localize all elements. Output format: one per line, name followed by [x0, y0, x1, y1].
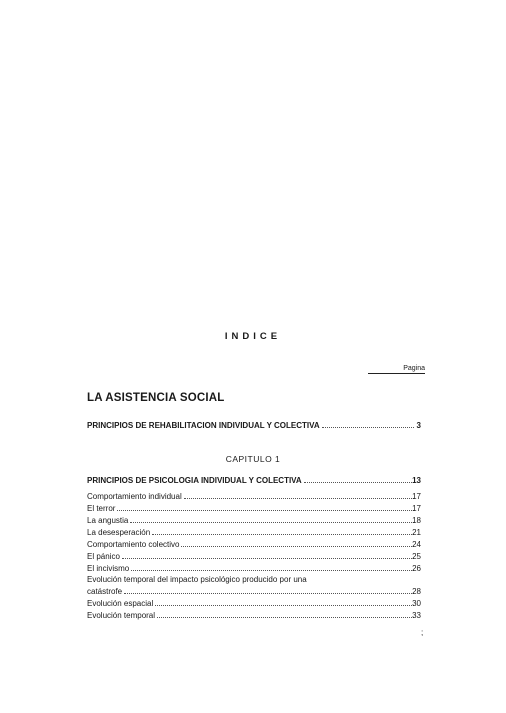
dot-leader [304, 482, 414, 483]
toc-entry-principles-rehabilitation [87, 421, 421, 430]
toc-entry-label: La angustia [87, 516, 129, 525]
toc-entry [87, 552, 421, 561]
toc-entry-label: El terror [87, 504, 116, 513]
toc-entry-page: 30 [412, 599, 421, 608]
toc-entry-page: 17 [412, 504, 421, 513]
index-title: INDICE [224, 331, 282, 342]
toc-entry-page: 18 [412, 516, 421, 525]
dot-leader [152, 534, 414, 535]
toc-entry [87, 516, 421, 525]
toc-entry-label: PRINCIPIOS DE PSICOLOGIA INDIVIDUAL Y COLECTIVA [87, 476, 302, 485]
chapter-heading: CAPITULO 1 [225, 454, 281, 464]
page-column-header: Pagina [368, 365, 425, 374]
toc-entry-page: 24 [412, 540, 421, 549]
toc-entry-label: Evolución temporal [87, 611, 156, 620]
toc-entry-principles-psychology [87, 476, 421, 485]
dot-leader [157, 617, 414, 618]
toc-entry-page: 25 [412, 552, 421, 561]
toc-entry [87, 611, 421, 620]
toc-entry-label: La desesperación [87, 528, 151, 537]
dot-leader [181, 546, 414, 547]
toc-entry [87, 504, 421, 513]
toc-entry-wrapped-first-line: Evolución temporal del impacto psicológico producido por una [87, 575, 307, 584]
toc-entry [87, 540, 421, 549]
dot-leader [124, 593, 414, 594]
toc-entry [87, 564, 421, 573]
dot-leader [184, 498, 414, 499]
toc-entry [87, 492, 421, 501]
toc-entry-label: PRINCIPIOS DE REHABILITACION INDIVIDUAL Y COLECTIVA [87, 421, 320, 430]
page-corner-mark: ; [421, 628, 424, 637]
toc-entry-page: 13 [412, 476, 421, 485]
toc-entry-page: 17 [412, 492, 421, 501]
toc-entry-page: 26 [412, 564, 421, 573]
toc-entry [87, 528, 421, 537]
dot-leader [117, 510, 414, 511]
toc-entry-label: El pánico [87, 552, 120, 561]
toc-entry-label: catástrofe [87, 587, 123, 596]
toc-entry-label: Comportamiento individual [87, 492, 182, 501]
toc-entry-page: 33 [412, 611, 421, 620]
section-title: LA ASISTENCIA SOCIAL [87, 392, 225, 404]
dot-leader [131, 570, 414, 571]
dot-leader [122, 558, 414, 559]
dot-leader [155, 605, 414, 606]
toc-entry-page: 28 [412, 587, 421, 596]
toc-entry-wrapped [87, 587, 421, 596]
toc-entry-page: 3 [416, 421, 421, 430]
toc-entry-label: Evolución espacial [87, 599, 154, 608]
toc-entry-page: 21 [412, 528, 421, 537]
toc-entry-label: El incivismo [87, 564, 130, 573]
dot-leader [130, 522, 414, 523]
toc-entry [87, 599, 421, 608]
toc-entry-label: Comportamiento colectivo [87, 540, 180, 549]
